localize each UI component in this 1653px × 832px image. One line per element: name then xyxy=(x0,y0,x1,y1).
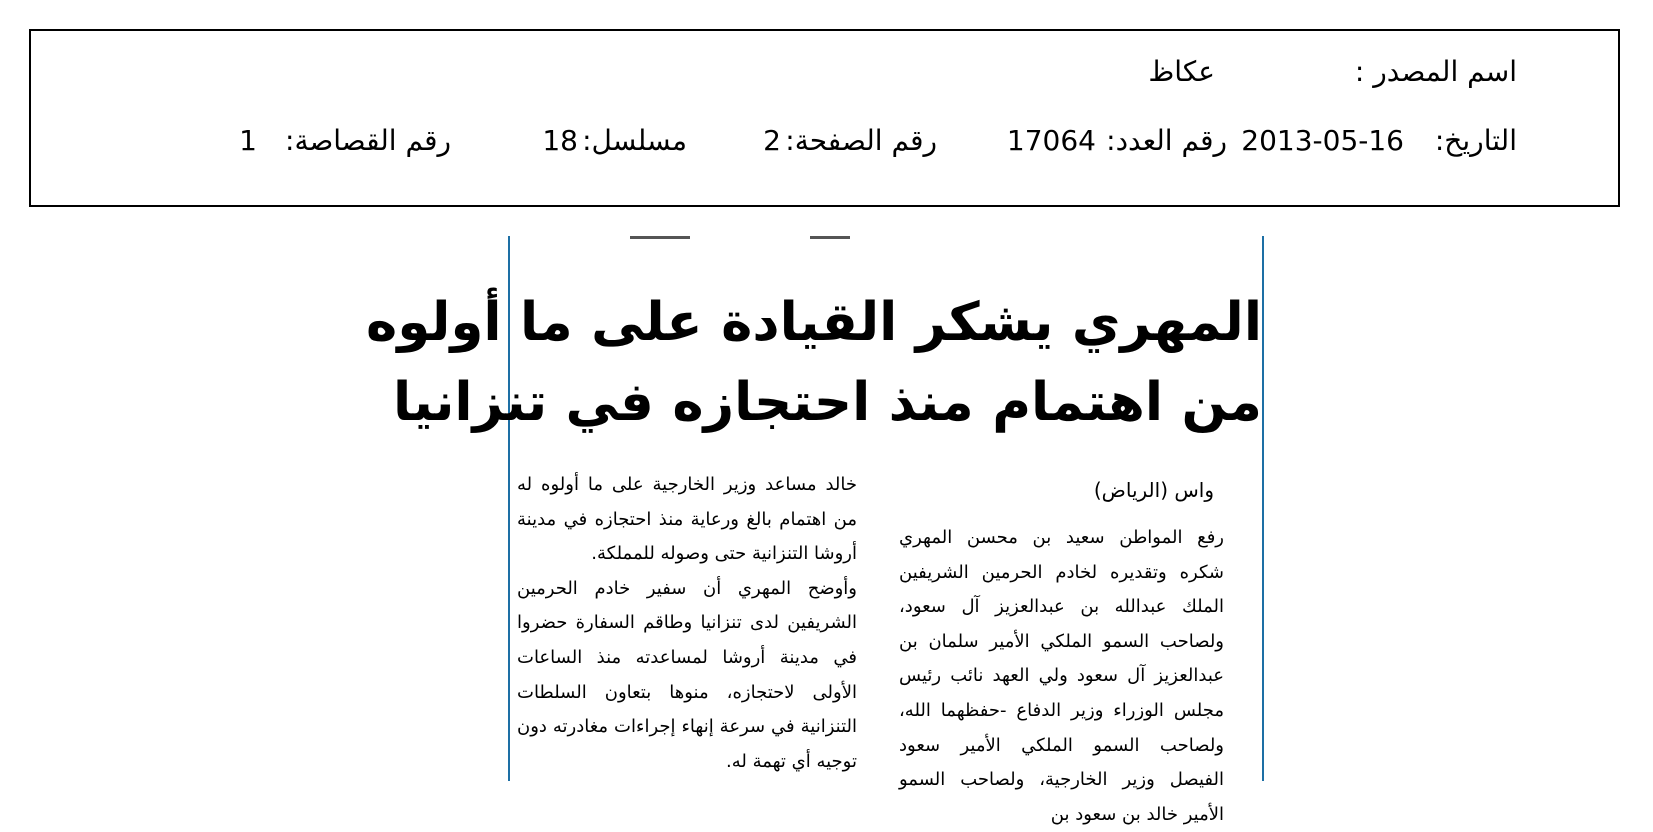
paragraph: رفع المواطن سعيد بن محسن المهري شكره وتقديره لخادم الحرمين الشريفين الملك عبدالله بن عبدالعزيز آل سعود، ولصاحب السمو الملكي الأمير سلمان بن عبدالعزيز آل سعود ولي العهد نائب رئيس مجلس الوزراء وزير الدفاع -حفظهما الله، ولصاحب السمو الملكي الأمير سعود الفيصل وزير الخارجية، ولصاحب السمو الأمير خالد بن سعود بن xyxy=(899,527,1224,825)
date-label: التاريخ: xyxy=(1434,124,1517,157)
clip-value: 1 xyxy=(239,124,257,157)
newspaper-clipping xyxy=(366,236,1264,825)
page-value: 2 xyxy=(763,124,781,157)
serial-value: 18 xyxy=(542,124,578,157)
source-label: اسم المصدر : xyxy=(1354,55,1517,88)
headline-line-1: المهري يشكر القيادة على ما أولوه xyxy=(366,292,1262,353)
document-info-header xyxy=(29,29,1620,207)
article-column-right xyxy=(899,521,1224,832)
paragraph: خالد مساعد وزير الخارجية على ما أولوه له من اهتمام بالغ ورعاية منذ احتجازه في مدينة أروشا التنزانية حتى وصوله للمملكة. xyxy=(517,474,857,565)
issue-label: رقم العدد: xyxy=(1106,124,1227,157)
clipping-edge-mark xyxy=(630,236,690,239)
article-column-left xyxy=(517,468,857,779)
byline: واس (الرياض) xyxy=(1093,478,1214,502)
clip-label: رقم القصاصة: xyxy=(285,124,451,157)
date-value: 2013-05-16 xyxy=(1241,124,1404,157)
headline-line-2: من اهتمام منذ احتجازه في تنزانيا xyxy=(393,372,1262,433)
serial-label: مسلسل: xyxy=(582,124,687,157)
source-value: عكاظ xyxy=(1148,55,1215,88)
paragraph: وأوضح المهري أن سفير خادم الحرمين الشريفين لدى تنزانيا وطاقم السفارة حضروا في مدينة أروشا لمساعدته منذ الساعات الأولى لاحتجازه، منوها بتعاون السلطات التنزانية في سرعة إنهاء إجراءات مغادرته دون توجيه أي تهمة له. xyxy=(517,577,857,772)
page-label: رقم الصفحة: xyxy=(785,124,937,157)
issue-value: 17064 xyxy=(1006,124,1096,157)
clipping-edge-mark xyxy=(810,236,850,239)
